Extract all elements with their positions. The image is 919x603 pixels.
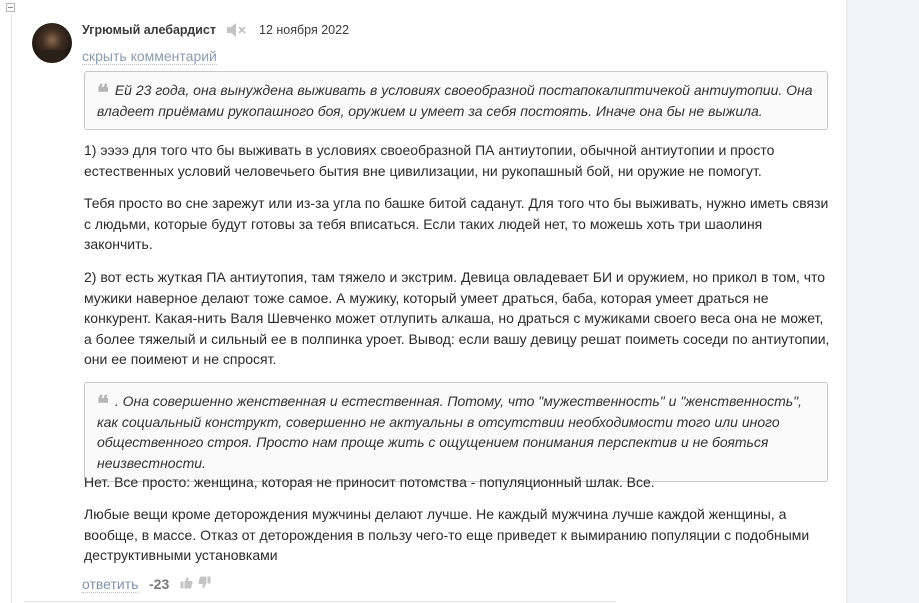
comment-date: 12 ноября 2022 [259, 23, 350, 37]
quote-mark-icon: ❝ [97, 80, 109, 106]
avatar[interactable] [32, 23, 72, 63]
comment-paragraph: Любые вещи кроме деторождения мужчины делают лучше. Не каждый мужчина лучше каждой женщины, а вообще, в массе. Отказ от деторождения в пользу чего-то еще приведет к вымиранию популяции с подобными деструктивными установками [84, 506, 810, 563]
comment-paragraph: Нет. Все просто: женщина, которая не приносит потомства - популяционный шлак. Все. [84, 474, 655, 490]
collapse-toggle-icon[interactable] [6, 3, 15, 12]
comment-score: -23 [149, 576, 170, 592]
quote-mark-icon: ❝ [97, 391, 109, 417]
quote-block [84, 71, 828, 130]
comment-paragraph: 1) ээээ для того что бы выживать в условиях своеобразной ПА антиутопии, обычной антиутопии и просто естественных условий человечьего бытия вне цивилизации, ни рукопашный бой, ни оружие не помогут. [84, 142, 775, 179]
thumbs-down-icon[interactable] [198, 576, 211, 589]
comment-author[interactable]: Угрюмый алебардист [82, 23, 216, 37]
quote-block [84, 382, 828, 482]
thumbs-up-icon[interactable] [180, 576, 193, 589]
hide-comment-link[interactable]: скрыть комментарий [82, 48, 217, 64]
comment-paragraph: 2) вот есть жуткая ПА антиутопия, там тяжело и экстрим. Девица овладевает БИ и оружием, но прикол в том, что мужики наверное делают тоже самое. А мужику, который умеет драться, баба, которая умеет драться не конкурент. Какая-нить Валя Шевченко может отлупить алкаша, но драться с мужиками своего веса она не может, а более тяжелый и сильный ее в полпинка уроет. Вывод: если вашу девицу решат поиметь соседи по антиутопии, они ее поимеют и не спросят. [84, 269, 830, 367]
comment-divider [24, 601, 616, 602]
reply-link[interactable]: ответить [82, 576, 139, 592]
comment-paragraph: Тебя просто во сне зарежут или из-за угла по башке битой саданут. Для того что бы выживать, нужно иметь связи с людьми, которые будут готовы за тебя вписаться. Если таких людей нет, то можешь хоть три шаолиня закончить. [84, 195, 829, 252]
muted-speaker-icon[interactable] [226, 22, 246, 38]
thread-line [11, 15, 12, 603]
right-sidebar [846, 0, 919, 603]
quote-text: Ей 23 года, она вынуждена выживать в условиях своеобразной постапокалиптичекой антиутопии. Она владеет приёмами рукопашного боя, оружием и умеет за себя постоять. Иначе она бы не выжила. [97, 82, 813, 119]
quote-text: . Она совершенно женственная и естественная. Потому, что "мужественность" и "женственность", как социальный конструкт, совершенно не актуальны в отсутствии необходимости того или иного общественного строя. Просто нам проще жить с ощущением понимания перспектив и не бояться неизвестности. [97, 393, 802, 471]
